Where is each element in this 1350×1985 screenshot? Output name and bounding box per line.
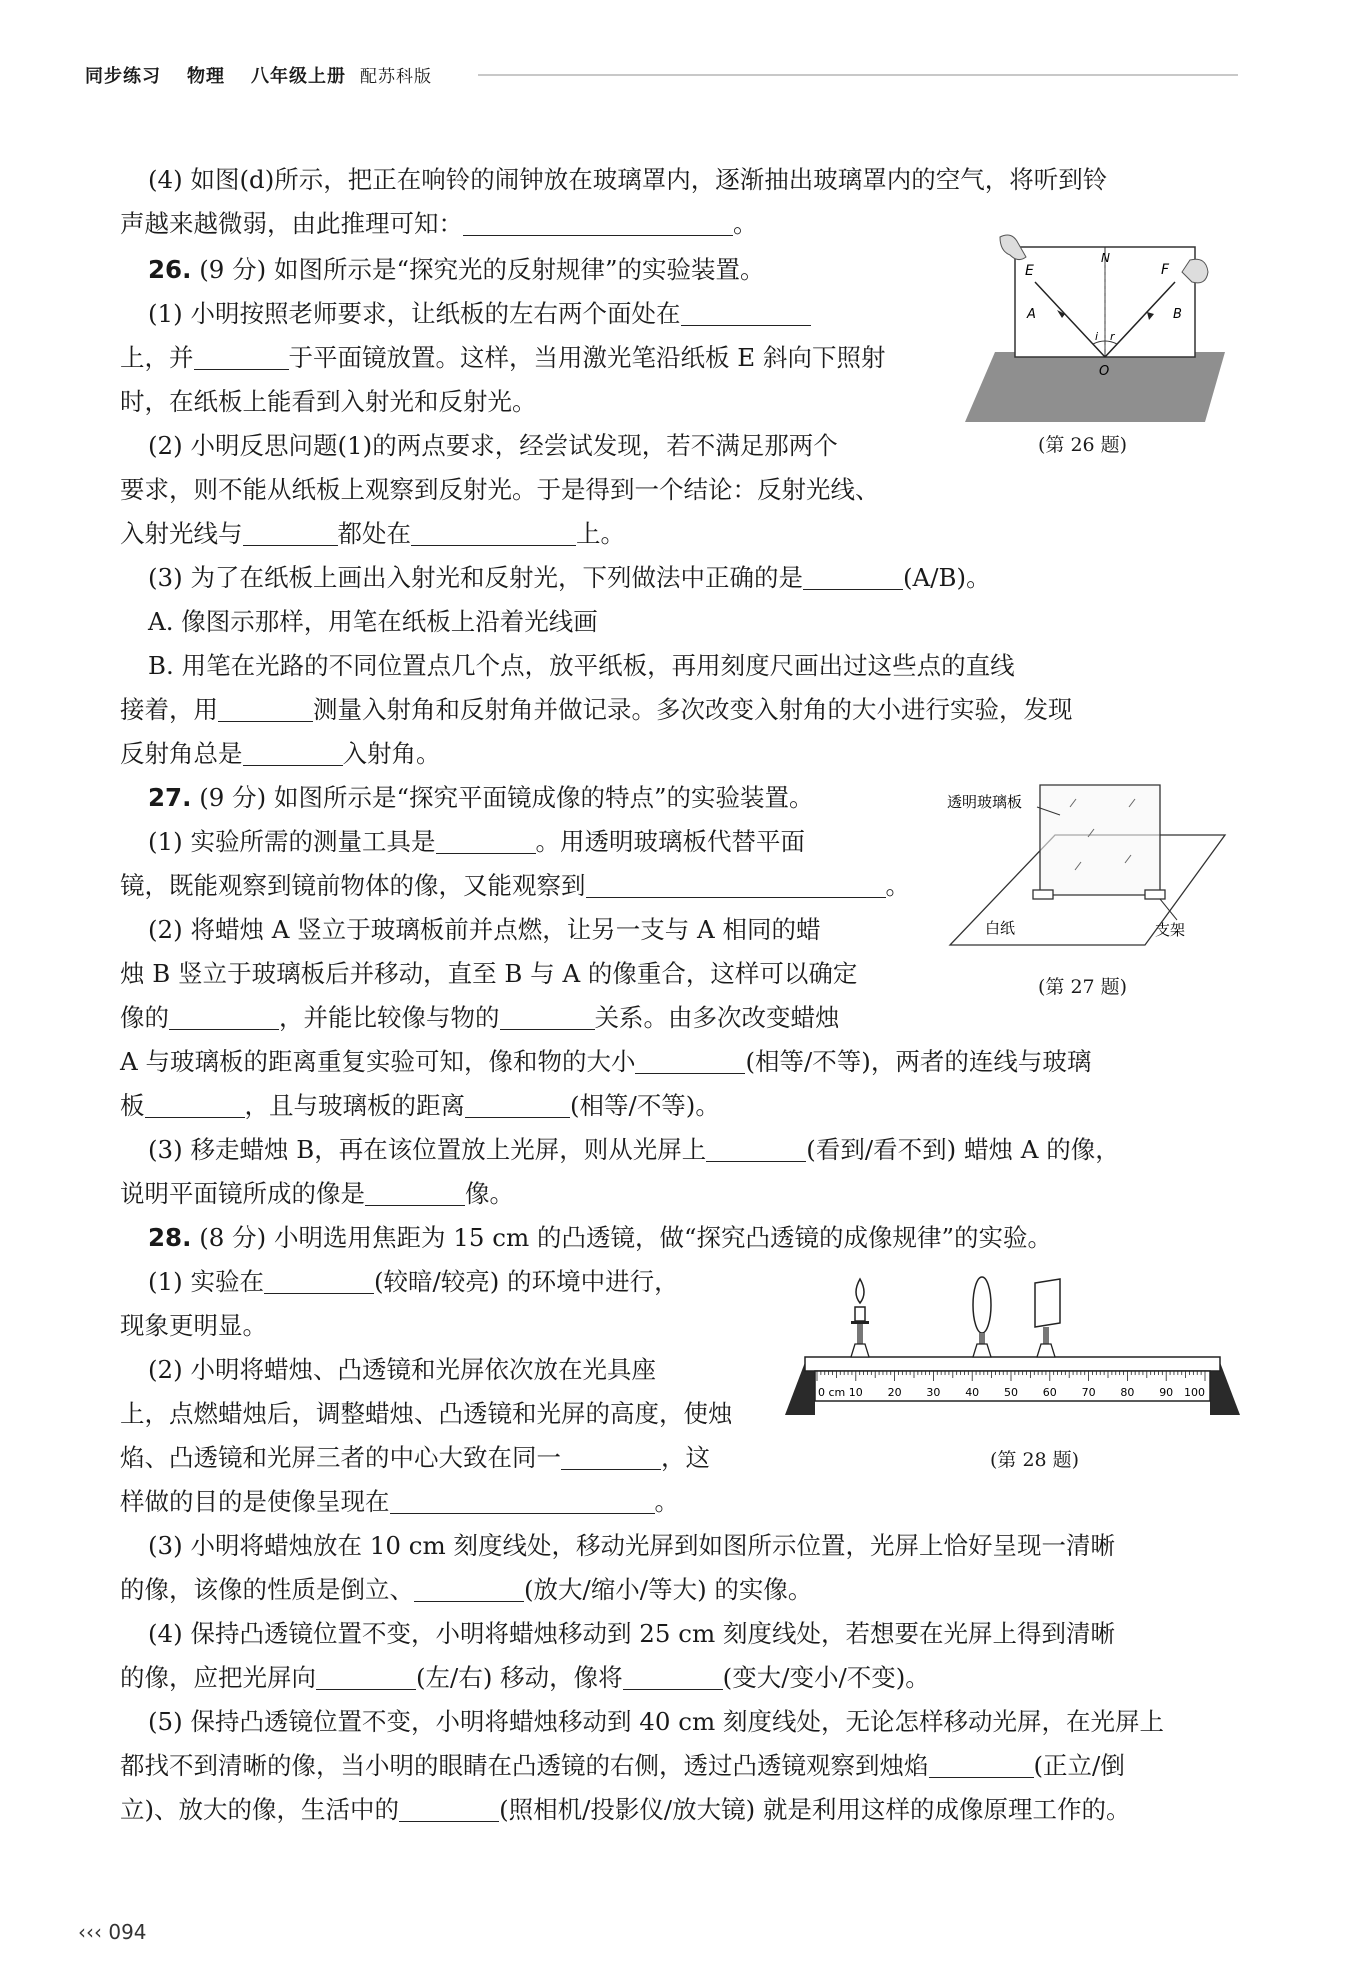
scale-tick-label: 100 xyxy=(1184,1386,1205,1399)
label-paper: 白纸 xyxy=(985,919,1016,937)
text-line: 说明平面镜所成的像是 像。 xyxy=(120,1179,514,1208)
screen-base xyxy=(1037,1344,1055,1357)
figure-26-reflection-apparatus xyxy=(965,232,1230,432)
lens-post xyxy=(979,1333,985,1345)
answer-blank[interactable] xyxy=(929,1751,1034,1778)
answer-blank[interactable] xyxy=(681,299,811,326)
scale-tick-label: 0 cm xyxy=(818,1386,846,1399)
label-B: B xyxy=(1173,307,1182,322)
text-line: 的像，应把光屏向 (左/右) 移动，像将 (变大/变小/不变)。 xyxy=(120,1663,930,1692)
plane-mirror xyxy=(965,352,1225,422)
text-line: (5) 保持凸透镜位置不变，小明将蜡烛移动到 40 cm 刻度线处，无论怎样移动光屏，在光屏上 xyxy=(148,1707,1164,1736)
text-line: (2) 将蜡烛 A 竖立于玻璃板前并点燃，让另一支与 A 相同的蜡 xyxy=(148,915,821,944)
scale-tick-label: 60 xyxy=(1042,1386,1057,1399)
answer-blank[interactable] xyxy=(399,1795,499,1822)
text-line: 现象更明显。 xyxy=(120,1311,267,1340)
text-line: 烛 B 竖立于玻璃板后并移动，直至 B 与 A 的像重合，这样可以确定 xyxy=(120,959,858,988)
answer-blank[interactable] xyxy=(436,827,536,854)
answer-blank[interactable] xyxy=(414,1575,524,1602)
glass-plate xyxy=(1040,785,1160,895)
convex-lens xyxy=(973,1277,991,1357)
screen-post xyxy=(1043,1327,1049,1344)
light-screen xyxy=(1035,1279,1060,1357)
answer-blank[interactable] xyxy=(243,519,338,546)
text-line: A 与玻璃板的距离重复实验可知，像和物的大小 (相等/不等)，两者的连线与玻璃 xyxy=(120,1047,1092,1076)
header-edition: 配苏科版 xyxy=(360,67,432,87)
answer-blank[interactable] xyxy=(706,1135,806,1162)
candle-flame xyxy=(856,1279,864,1303)
text-line: 反射角总是 入射角。 xyxy=(120,739,441,768)
answer-blank[interactable] xyxy=(169,1003,279,1030)
answer-blank[interactable] xyxy=(500,1003,595,1030)
figure-28-optical-bench xyxy=(785,1265,1240,1440)
text-line: (2) 小明将蜡烛、凸透镜和光屏依次放在光具座 xyxy=(148,1355,656,1384)
option-b: B. 用笔在光路的不同位置点几个点，放平纸板，再用刻度尺画出过这些点的直线 xyxy=(148,651,1015,680)
text-line: 上，点燃蜡烛后，调整蜡烛、凸透镜和光屏的高度，使烛 xyxy=(120,1399,733,1428)
text-line: (2) 小明反思问题(1)的两点要求，经尝试发现，若不满足那两个 xyxy=(148,431,838,460)
answer-blank[interactable] xyxy=(463,209,733,236)
answer-blank[interactable] xyxy=(586,871,886,898)
text-line: (3) 移走蜡烛 B，再在该位置放上光屏，则从光屏上 (看到/看不到) 蜡烛 A 的像， xyxy=(148,1135,1120,1164)
answer-blank[interactable] xyxy=(194,343,289,370)
text-line: (3) 为了在纸板上画出入射光和反射光，下列做法中正确的是 (A/B)。 xyxy=(148,563,991,592)
label-N: N xyxy=(1101,251,1110,265)
bench-rail xyxy=(805,1357,1220,1371)
candle-base xyxy=(851,1344,869,1357)
label-stand: 支架 xyxy=(1155,921,1186,939)
figure-27-caption: (第 27 题) xyxy=(1038,976,1128,998)
text-line: 焰、凸透镜和光屏三者的中心大致在同一 ，这 xyxy=(120,1443,710,1472)
answer-blank[interactable] xyxy=(218,695,313,722)
text-line: 镜，既能观察到镜前物体的像，又能观察到 。 xyxy=(120,871,910,900)
figure-26-caption: (第 26 题) xyxy=(1038,434,1128,456)
scale-tick-label: 80 xyxy=(1120,1386,1135,1399)
page-header xyxy=(85,62,432,88)
candle xyxy=(851,1279,869,1357)
text-line: 声越来越微弱，由此推理可知： 。 xyxy=(120,209,758,238)
text-line: 入射光线与 都处在 上。 xyxy=(120,519,625,548)
text-line: (1) 实验在 (较暗/较亮) 的环境中进行， xyxy=(148,1267,679,1296)
header-grade: 八年级上册 xyxy=(251,66,346,87)
answer-blank[interactable] xyxy=(635,1047,745,1074)
header-subject: 物理 xyxy=(187,66,225,87)
text-line: 的像，该像的性质是倒立、 (放大/缩小/等大) 的实像。 xyxy=(120,1575,813,1604)
scale-tick-label: 50 xyxy=(1004,1386,1018,1399)
text-line: 板 ，且与玻璃板的距离 (相等/不等)。 xyxy=(120,1091,720,1120)
label-E: E xyxy=(1025,263,1034,279)
text-line: (1) 实验所需的测量工具是 。用透明玻璃板代替平面 xyxy=(148,827,805,856)
answer-blank[interactable] xyxy=(264,1267,374,1294)
answer-blank[interactable] xyxy=(623,1663,723,1690)
scale-tick-label: 40 xyxy=(965,1386,980,1399)
scale-tick-label: 10 xyxy=(848,1386,863,1399)
text-line: (4) 如图(d)所示，把正在响铃的闹钟放在玻璃罩内，逐渐抽出玻璃罩内的空气，将听到铃 xyxy=(148,165,1108,194)
text-line: 时，在纸板上能看到入射光和反射光。 xyxy=(120,387,537,416)
text-line: 立)、放大的像，生活中的 (照相机/投影仪/放大镜) 就是利用这样的成像原理工作的。 xyxy=(120,1795,1131,1824)
figure-27-plane-mirror-apparatus xyxy=(945,775,1235,960)
answer-blank[interactable] xyxy=(145,1091,245,1118)
text-line: 都找不到清晰的像，当小明的眼睛在凸透镜的右侧，透过凸透镜观察到烛焰 (正立/倒 xyxy=(120,1751,1125,1780)
text-line: 样做的目的是使像呈现在 。 xyxy=(120,1487,679,1516)
label-O: O xyxy=(1099,364,1110,379)
screen-panel xyxy=(1035,1279,1060,1327)
scale-tick-label: 30 xyxy=(926,1386,941,1399)
label-glass: 透明玻璃板 xyxy=(947,793,1023,811)
label-i: i xyxy=(1095,330,1099,343)
scale-tick-label: 20 xyxy=(887,1386,902,1399)
label-r: r xyxy=(1110,330,1115,343)
answer-blank[interactable] xyxy=(465,1091,570,1118)
text-line: (1) 小明按照老师要求，让纸板的左右两个面处在 xyxy=(148,297,811,331)
text-line: (4) 保持凸透镜位置不变，小明将蜡烛移动到 25 cm 刻度线处，若想要在光屏上得到清晰 xyxy=(148,1619,1115,1648)
answer-blank[interactable] xyxy=(316,1663,416,1690)
answer-blank[interactable] xyxy=(411,519,576,546)
lens-glass xyxy=(973,1277,991,1333)
lens-base xyxy=(973,1344,991,1357)
option-a: A. 像图示那样，用笔在纸板上沿着光线画 xyxy=(148,607,598,636)
stand-left xyxy=(1033,890,1053,899)
question-28-title: 28. (8 分) 小明选用焦距为 15 cm 的凸透镜，做“探究凸透镜的成像规律”的实验。 xyxy=(148,1223,1053,1252)
answer-blank[interactable] xyxy=(803,563,903,590)
text-line: 要求，则不能从纸板上观察到反射光。于是得到一个结论：反射光线、 xyxy=(120,475,880,504)
stand-right xyxy=(1145,890,1165,899)
label-A: A xyxy=(1027,307,1036,322)
text-line: (3) 小明将蜡烛放在 10 cm 刻度线处，移动光屏到如图所示位置，光屏上恰好呈现一清晰 xyxy=(148,1531,1115,1560)
text-line: 上，并 于平面镜放置。这样，当用激光笔沿纸板 E 斜向下照射 xyxy=(120,343,886,372)
text-line: 接着，用 测量入射角和反射角并做记录。多次改变入射角的大小进行实验，发现 xyxy=(120,695,1073,724)
candle-holder-plate xyxy=(851,1321,869,1324)
page-footer xyxy=(78,1920,147,1944)
question-26-title: 26. (9 分) 如图所示是“探究光的反射规律”的实验装置。 xyxy=(148,255,765,284)
header-rule xyxy=(478,74,1238,76)
answer-blank[interactable] xyxy=(365,1179,465,1206)
candle-post xyxy=(857,1324,863,1344)
text-line: 像的 ，并能比较像与物的 关系。由多次改变蜡烛 xyxy=(120,1003,840,1032)
answer-blank[interactable] xyxy=(243,739,343,766)
question-27-title: 27. (9 分) 如图所示是“探究平面镜成像的特点”的实验装置。 xyxy=(148,783,814,812)
page-number: 094 xyxy=(108,1920,147,1944)
label-F: F xyxy=(1161,262,1170,278)
header-series: 同步练习 xyxy=(85,66,161,87)
scale-tick-label: 90 xyxy=(1159,1386,1174,1399)
page-arrows-icon: ‹‹‹ xyxy=(78,1920,102,1944)
scale-tick-label: 70 xyxy=(1081,1386,1096,1399)
answer-blank[interactable] xyxy=(561,1443,661,1470)
figure-28-caption: (第 28 题) xyxy=(990,1449,1080,1471)
answer-blank[interactable] xyxy=(390,1487,655,1514)
candle-body xyxy=(855,1307,865,1321)
